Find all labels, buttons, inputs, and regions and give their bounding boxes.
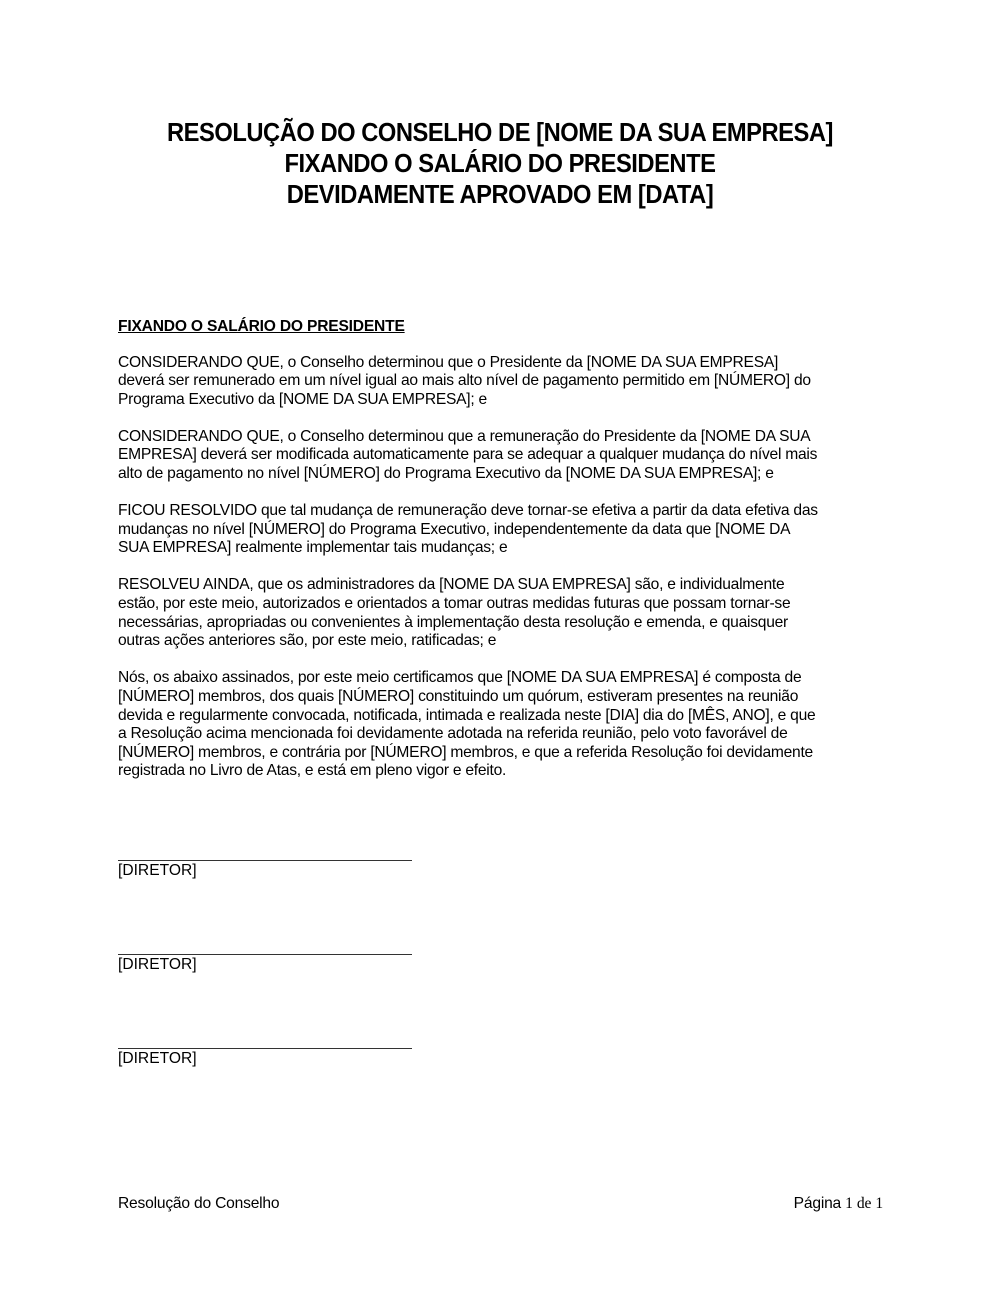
section-heading: FIXANDO O SALÁRIO DO PRESIDENTE (118, 318, 405, 335)
signature-label: [DIRETOR] (118, 1050, 197, 1067)
footer-page-of: de (856, 1195, 872, 1212)
title-line: RESOLUÇÃO DO CONSELHO DE [NOME DA SUA EMPRESA] (167, 119, 833, 147)
title-line: DEVIDAMENTE APROVADO EM [DATA] (286, 181, 714, 209)
paragraph-considerando-1 (118, 354, 893, 410)
document-title (128, 118, 872, 211)
signature-label: [DIRETOR] (118, 956, 197, 973)
signature-label: [DIRETOR] (118, 862, 197, 879)
paragraph-line: a Resolução acima mencionada foi devidamente adotada na referida reunião, pelo voto favorável de (118, 725, 788, 743)
signature-block-3 (118, 1048, 412, 1068)
footer-page-total: 1 (875, 1195, 883, 1212)
paragraph-line: Nós, os abaixo assinados, por este meio certificamos que [NOME DA SUA EMPRESA] é composta de (118, 669, 802, 687)
document-body (118, 318, 893, 799)
paragraph-line: SUA EMPRESA] realmente implementar tais mudanças; e (118, 539, 508, 557)
signature-line (118, 860, 412, 861)
paragraph-ficou-resolvido (118, 502, 893, 558)
paragraph-line: devida e regularmente convocada, notificada, intimada e realizada neste [DIA] dia do [MÊS, ANO], e que (118, 706, 816, 724)
signature-line (118, 954, 412, 955)
paragraph-line: FICOU RESOLVIDO que tal mudança de remuneração deve tornar-se efetiva a partir da data efetiva das (118, 502, 818, 520)
paragraph-certificacao (118, 669, 893, 781)
signature-block-1 (118, 860, 412, 880)
page-footer (118, 1195, 883, 1215)
footer-page-current: 1 (845, 1195, 853, 1212)
paragraph-line: CONSIDERANDO QUE, o Conselho determinou que a remuneração do Presidente da [NOME DA SUA (118, 427, 811, 445)
paragraph-line: mudanças no nível [NÚMERO] do Programa Executivo, independentemente da data que [NOME DA (118, 520, 791, 538)
paragraph-line: alto de pagamento no nível [NÚMERO] do Programa Executivo da [NOME DA SUA EMPRESA]; e (118, 465, 774, 483)
signature-block-2 (118, 954, 412, 974)
signature-line (118, 1048, 412, 1049)
paragraph-line: outras ações anteriores são, por este meio, ratificadas; e (118, 632, 497, 650)
paragraph-considerando-2 (118, 428, 893, 484)
footer-page-number (794, 1195, 883, 1213)
paragraph-line: EMPRESA] deverá ser modificada automaticamente para se adequar a qualquer mudança do nível mais (118, 446, 818, 464)
paragraph-line: [NÚMERO] membros, e contrária por [NÚMERO] membros, e que a referida Resolução foi devidamente (118, 743, 813, 761)
paragraph-line: estão, por este meio, autorizados e orientados a tomar outras medidas futuras que possam tornar-se (118, 595, 791, 613)
paragraph-line: deverá ser remunerado em um nível igual ao mais alto nível de pagamento permitido em [NÚMERO] do (118, 372, 811, 390)
paragraph-line: registrada no Livro de Atas, e está em pleno vigor e efeito. (118, 762, 507, 780)
paragraph-line: Programa Executivo da [NOME DA SUA EMPRESA]; e (118, 390, 487, 408)
footer-page-word: Página (793, 1195, 842, 1212)
paragraph-resolveu-ainda (118, 576, 893, 650)
paragraph-line: [NÚMERO] membros, dos quais [NÚMERO] constituindo um quórum, estiveram presentes na reunião (118, 687, 799, 705)
paragraph-line: CONSIDERANDO QUE, o Conselho determinou que o Presidente da [NOME DA SUA EMPRESA] (118, 353, 779, 371)
paragraph-line: necessárias, apropriadas ou convenientes à implementação desta resolução e emenda, e quaisquer (118, 613, 788, 631)
footer-document-name: Resolução do Conselho (118, 1195, 280, 1212)
paragraph-line: RESOLVEU AINDA, que os administradores da [NOME DA SUA EMPRESA] são, e individualmente (118, 576, 785, 594)
title-line: FIXANDO O SALÁRIO DO PRESIDENTE (284, 150, 716, 178)
